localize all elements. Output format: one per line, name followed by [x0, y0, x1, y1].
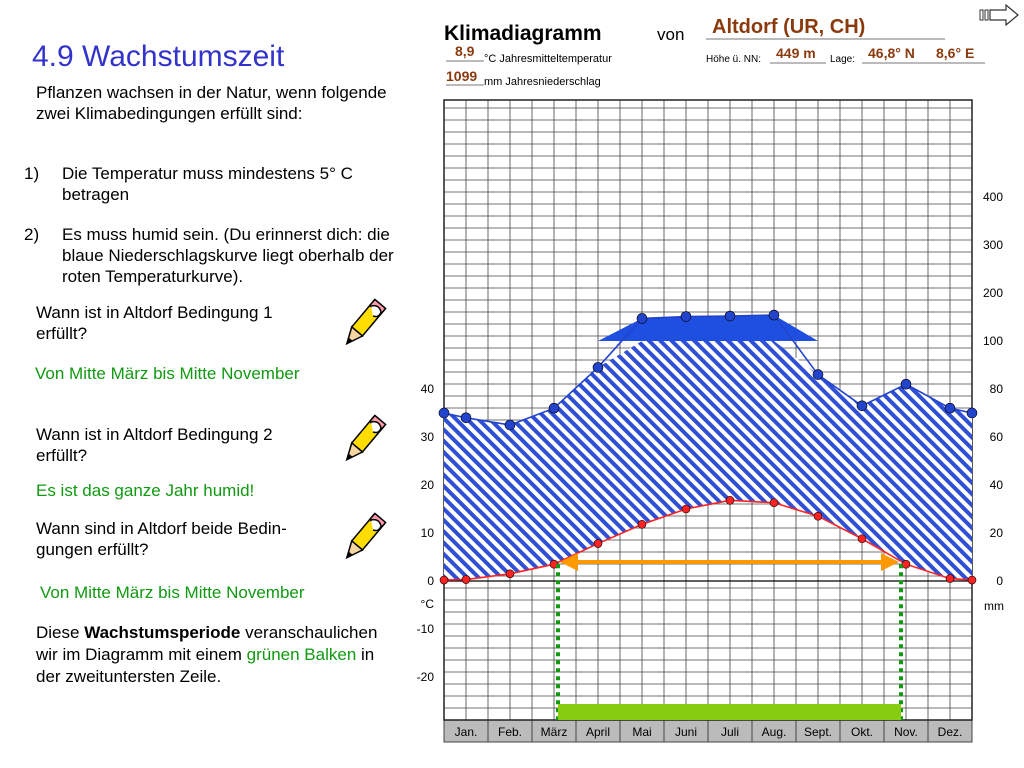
temp-label: °C Jahresmitteltemperatur [484, 53, 612, 65]
precip-point [857, 401, 867, 411]
precip-point [901, 379, 911, 389]
left-tick-label: -20 [416, 670, 434, 684]
precip-label: mm Jahresniederschlag [484, 76, 601, 88]
left-tick-label: 10 [420, 526, 434, 540]
temp-point [638, 520, 646, 528]
month-label: Juli [720, 725, 740, 739]
month-label: Sept. [803, 725, 833, 739]
chart-title: Klimadiagramm [444, 22, 602, 45]
right-tick-label: 80 [989, 382, 1003, 396]
temp-point [506, 570, 514, 578]
right-tick-label: 0 [996, 574, 1003, 588]
temp-point [902, 560, 910, 568]
precip-point [813, 370, 823, 380]
left-axis-unit: °C [420, 597, 434, 611]
right-tick-label: 200 [982, 286, 1003, 300]
temp-point [682, 505, 690, 513]
temp-point [946, 575, 954, 583]
intro-text: Pflanzen wachsen in der Natur, wenn folgende zwei Klimabedingungen erfüllt sind: [36, 83, 387, 123]
location-label: Lage: [830, 54, 856, 65]
precip-point [549, 403, 559, 413]
month-label: Dez. [937, 725, 963, 739]
condition-text: Die Temperatur muss mindestens 5° C betragen [62, 164, 353, 204]
month-label: Nov. [894, 725, 918, 739]
precip-point [637, 313, 647, 323]
left-tick-label: 0 [427, 574, 434, 588]
temp-point [968, 576, 976, 584]
temp-point [462, 576, 470, 584]
right-tick-label: 300 [982, 238, 1003, 252]
right-tick-label: 100 [982, 334, 1003, 348]
left-tick-label: 30 [420, 430, 434, 444]
chart-von: von [657, 25, 685, 44]
lon-value: 8,6° E [936, 45, 975, 61]
month-label: Juni [674, 725, 698, 739]
slide-title: 4.9 Wachstumszeit [32, 40, 285, 73]
precip-value: 1099 [446, 68, 478, 84]
right-tick-label: 60 [989, 430, 1003, 444]
temp-value: 8,9 [455, 43, 475, 59]
month-label: Mai [632, 725, 652, 739]
perhumid-area [598, 315, 818, 341]
right-tick-label: 20 [989, 526, 1003, 540]
month-label: April [585, 725, 611, 739]
answer-1: Von Mitte März bis Mitte November [35, 364, 300, 383]
temp-point [858, 535, 866, 543]
growing-period-overlay [558, 553, 901, 720]
altitude-value: 449 m [776, 45, 816, 61]
precip-point [725, 311, 735, 321]
precip-point [967, 408, 977, 418]
growing-bar [558, 704, 901, 720]
precip-point [439, 408, 449, 418]
month-label: Jan. [454, 725, 478, 739]
temp-point [814, 512, 822, 520]
right-tick-label: 400 [982, 190, 1003, 204]
left-tick-label: -10 [416, 622, 434, 636]
summary-part: Diese [36, 623, 85, 642]
summary-part: veranschaulichen wir im Diagramm mit einem [36, 623, 378, 664]
summary-part: in der zweituntersten Zeile. [36, 645, 375, 686]
question-2: Wann ist in Altdorf Bedingung 2 erfüllt? [36, 425, 273, 465]
temp-point [770, 499, 778, 507]
summary-green: grünen Balken [246, 645, 357, 664]
month-label: Feb. [497, 725, 523, 739]
lat-value: 46,8° N [868, 45, 915, 61]
precip-point [681, 312, 691, 322]
temp-point [594, 540, 602, 548]
precip-point [769, 310, 779, 320]
condition-text: Es muss humid sein. (Du erinnerst dich: die blaue Niederschlagskurve liegt oberhalb der roten Temperaturkurve). [62, 225, 394, 286]
left-tick-label: 40 [420, 382, 434, 396]
precip-point [945, 403, 955, 413]
month-label: März [540, 725, 568, 739]
altitude-label: Höhe ü. NN: [706, 54, 762, 65]
condition-number: 2) [24, 225, 40, 244]
summary-bold: Wachstumsperiode [84, 623, 241, 642]
right-tick-label: 40 [989, 478, 1003, 492]
temp-point [440, 576, 448, 584]
question-1: Wann ist in Altdorf Bedingung 1 erfüllt? [36, 303, 273, 343]
question-3: Wann sind in Altdorf beide Bedin-gungen erfüllt? [36, 519, 287, 559]
left-tick-label: 20 [420, 478, 434, 492]
precip-point [593, 362, 603, 372]
condition-number: 1) [24, 164, 40, 183]
month-label: Okt. [850, 725, 874, 739]
precip-point [505, 420, 515, 430]
chart-place: Altdorf (UR, CH) [712, 16, 866, 38]
answer-3: Von Mitte März bis Mitte November [40, 583, 305, 602]
month-label: Aug. [761, 725, 787, 739]
right-axis-unit: mm [984, 599, 1004, 613]
temp-point [726, 496, 734, 504]
precip-point [461, 413, 471, 423]
answer-2: Es ist das ganze Jahr humid! [36, 481, 255, 500]
